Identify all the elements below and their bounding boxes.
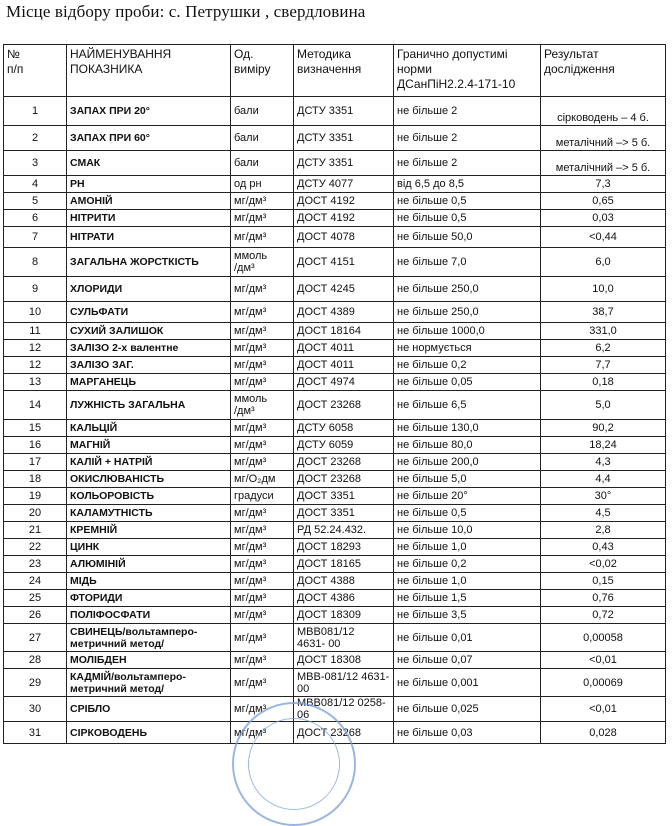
table-row — [4, 652, 666, 669]
table-row — [4, 454, 666, 471]
row-number: 10 — [4, 302, 67, 323]
test-result: 7,7 — [541, 357, 666, 374]
method-standard: ДОСТ 4192 — [294, 193, 394, 210]
test-result: 30° — [541, 488, 666, 505]
norm-limit: не більше 2 — [394, 97, 541, 126]
test-result: 0,00069 — [541, 669, 666, 697]
method-standard: ДОСТ 4389 — [294, 302, 394, 323]
row-number: 21 — [4, 522, 67, 539]
norm-limit: не більше 250,0 — [394, 277, 541, 302]
method-standard: ДОСТ 3351 — [294, 505, 394, 522]
norm-limit: не більше 0,01 — [394, 624, 541, 652]
table-row — [4, 437, 666, 454]
test-result: 0,43 — [541, 539, 666, 556]
indicator-name: МОЛІБДЕН — [67, 652, 231, 669]
table-row — [4, 573, 666, 590]
norm-limit: не більше 0,5 — [394, 505, 541, 522]
table-row — [4, 420, 666, 437]
method-standard: ДОСТ 4011 — [294, 357, 394, 374]
norm-limit: не нормується — [394, 340, 541, 357]
test-result: 2,8 — [541, 522, 666, 539]
test-result: 10,0 — [541, 277, 666, 302]
test-result: 0,028 — [541, 722, 666, 744]
test-result: 0,65 — [541, 193, 666, 210]
unit-of-measure: бали — [231, 151, 294, 176]
norm-limit: не більше 7,0 — [394, 248, 541, 277]
row-number: 22 — [4, 539, 67, 556]
test-result: 38,7 — [541, 302, 666, 323]
unit-of-measure: мг/дм³ — [231, 505, 294, 522]
norm-limit: не більше 0,2 — [394, 357, 541, 374]
norm-limit: не більше 1,0 — [394, 573, 541, 590]
row-number: 7 — [4, 227, 67, 248]
row-number: 29 — [4, 669, 67, 697]
row-number: 25 — [4, 590, 67, 607]
unit-of-measure: мг/дм³ — [231, 454, 294, 471]
norm-limit: не більше 6,5 — [394, 391, 541, 420]
unit-of-measure: бали — [231, 97, 294, 126]
unit-of-measure: мг/O₂дм — [231, 471, 294, 488]
table-row — [4, 151, 666, 176]
unit-of-measure: мг/дм³ — [231, 556, 294, 573]
norm-limit: не більше 20° — [394, 488, 541, 505]
test-result: 5,0 — [541, 391, 666, 420]
method-standard: ДОСТ 23268 — [294, 391, 394, 420]
method-standard: ДОСТ 18164 — [294, 323, 394, 340]
unit-of-measure: мг/дм³ — [231, 624, 294, 652]
table-row — [4, 97, 666, 126]
indicator-name: КАЛІЙ + НАТРІЙ — [67, 454, 231, 471]
table-row — [4, 277, 666, 302]
row-number: 8 — [4, 248, 67, 277]
test-result: 0,00058 — [541, 624, 666, 652]
table-row — [4, 176, 666, 193]
row-number: 5 — [4, 193, 67, 210]
norm-limit: не більше 130,0 — [394, 420, 541, 437]
indicator-name: СУЛЬФАТИ — [67, 302, 231, 323]
indicator-name: ОКИСЛЮВАНІСТЬ — [67, 471, 231, 488]
method-standard: ДОСТ 23268 — [294, 471, 394, 488]
indicator-name: ЦИНК — [67, 539, 231, 556]
col-header-indicator: НАЙМЕНУВАННЯ ПОКАЗНИКА — [67, 45, 231, 97]
method-standard: МВВ081/12 4631- 00 — [294, 624, 394, 652]
method-standard: ДСТУ 3351 — [294, 97, 394, 126]
indicator-name: ФТОРИДИ — [67, 590, 231, 607]
unit-of-measure: мг/дм³ — [231, 652, 294, 669]
test-result: 0,15 — [541, 573, 666, 590]
col-header-norm: Гранично допустимі норми ДСанПіН2.2.4-171-10 — [394, 45, 541, 97]
indicator-name: ЛУЖНІСТЬ ЗАГАЛЬНА — [67, 391, 231, 420]
indicator-name: КРЕМНІЙ — [67, 522, 231, 539]
indicator-name: PH — [67, 176, 231, 193]
norm-limit: не більше 5,0 — [394, 471, 541, 488]
table-row — [4, 357, 666, 374]
norm-limit: не більше 250,0 — [394, 302, 541, 323]
unit-of-measure: мг/дм³ — [231, 539, 294, 556]
test-result: <0,01 — [541, 697, 666, 722]
unit-of-measure: мг/дм³ — [231, 669, 294, 697]
row-number: 19 — [4, 488, 67, 505]
method-standard: ДОСТ 18309 — [294, 607, 394, 624]
row-number: 30 — [4, 697, 67, 722]
sampling-location-heading: Місце відбору проби: с. Петрушки , свердловина — [6, 2, 366, 21]
row-number: 31 — [4, 722, 67, 744]
row-number: 13 — [4, 374, 67, 391]
unit-of-measure: мг/дм³ — [231, 302, 294, 323]
table-row — [4, 340, 666, 357]
unit-of-measure: мг/дм³ — [231, 374, 294, 391]
norm-limit: не більше 1000,0 — [394, 323, 541, 340]
row-number: 14 — [4, 391, 67, 420]
indicator-name: ЗАЛІЗО 2-х валентне — [67, 340, 231, 357]
indicator-name: СВИНЕЦЬ/вольтамперо- метричний метод/ — [67, 624, 231, 652]
norm-limit: не більше 200,0 — [394, 454, 541, 471]
table-row — [4, 323, 666, 340]
test-result: 0,72 — [541, 607, 666, 624]
test-result: <0,01 — [541, 652, 666, 669]
col-header-unit: Од. виміру — [231, 45, 294, 97]
method-standard: ДОСТ 4974 — [294, 374, 394, 391]
water-analysis-table — [3, 44, 666, 744]
method-standard: ДСТУ 3351 — [294, 126, 394, 151]
table-row — [4, 227, 666, 248]
unit-of-measure: мг/дм³ — [231, 573, 294, 590]
unit-of-measure: градуси — [231, 488, 294, 505]
row-number: 2 — [4, 126, 67, 151]
indicator-name: ЗАГАЛЬНА ЖОРСТКІСТЬ — [67, 248, 231, 277]
indicator-name: ЗАЛІЗО ЗАГ. — [67, 357, 231, 374]
indicator-name: МАРГАНЕЦЬ — [67, 374, 231, 391]
indicator-name: КАЛЬЦІЙ — [67, 420, 231, 437]
norm-limit: не більше 0,2 — [394, 556, 541, 573]
test-result: 90,2 — [541, 420, 666, 437]
unit-of-measure: мг/дм³ — [231, 607, 294, 624]
method-standard: ДОСТ 4388 — [294, 573, 394, 590]
method-standard: МВВ081/12 0258- 06 — [294, 697, 394, 722]
table-row — [4, 126, 666, 151]
row-number: 6 — [4, 210, 67, 227]
unit-of-measure: од рн — [231, 176, 294, 193]
unit-of-measure: мг/дм³ — [231, 357, 294, 374]
row-number: 4 — [4, 176, 67, 193]
method-standard: ДОСТ 23268 — [294, 722, 394, 744]
unit-of-measure: мг/дм³ — [231, 323, 294, 340]
norm-limit: від 6,5 до 8,5 — [394, 176, 541, 193]
col-header-number: № п/п — [4, 45, 67, 97]
table-row — [4, 624, 666, 652]
table-row — [4, 590, 666, 607]
unit-of-measure: мг/дм³ — [231, 420, 294, 437]
table-row — [4, 193, 666, 210]
row-number: 24 — [4, 573, 67, 590]
table-row — [4, 391, 666, 420]
norm-limit: не більше 50,0 — [394, 227, 541, 248]
test-result: 6,2 — [541, 340, 666, 357]
test-result: 18,24 — [541, 437, 666, 454]
col-header-result: Результат дослідження — [541, 45, 666, 97]
method-standard: ДОСТ 18165 — [294, 556, 394, 573]
test-result: сірководень – 4 б. — [541, 97, 666, 126]
norm-limit: не більше 3,5 — [394, 607, 541, 624]
indicator-name: АЛЮМІНІЙ — [67, 556, 231, 573]
norm-limit: не більше 0,07 — [394, 652, 541, 669]
unit-of-measure: ммоль /дм³ — [231, 391, 294, 420]
table-row — [4, 302, 666, 323]
test-result: 7,3 — [541, 176, 666, 193]
table-row — [4, 505, 666, 522]
test-result: металічний –> 5 б. — [541, 126, 666, 151]
unit-of-measure: мг/дм³ — [231, 437, 294, 454]
indicator-name: СМАК — [67, 151, 231, 176]
test-result: 0,03 — [541, 210, 666, 227]
test-result: <0,02 — [541, 556, 666, 573]
unit-of-measure: мг/дм³ — [231, 210, 294, 227]
unit-of-measure: мг/дм³ — [231, 522, 294, 539]
row-number: 9 — [4, 277, 67, 302]
test-result: 0,18 — [541, 374, 666, 391]
row-number: 11 — [4, 323, 67, 340]
table-row — [4, 556, 666, 573]
indicator-name: КОЛЬОРОВІСТЬ — [67, 488, 231, 505]
table-row — [4, 669, 666, 697]
norm-limit: не більше 0,5 — [394, 210, 541, 227]
norm-limit: не більше 1,5 — [394, 590, 541, 607]
indicator-name: КАДМІЙ/вольтамперо- метричний метод/ — [67, 669, 231, 697]
norm-limit: не більше 2 — [394, 151, 541, 176]
table-header-row — [4, 45, 666, 97]
unit-of-measure: бали — [231, 126, 294, 151]
indicator-name: МІДЬ — [67, 573, 231, 590]
test-result: 4,5 — [541, 505, 666, 522]
table-row — [4, 210, 666, 227]
row-number: 17 — [4, 454, 67, 471]
row-number: 23 — [4, 556, 67, 573]
unit-of-measure: ммоль /дм³ — [231, 248, 294, 277]
row-number: 27 — [4, 624, 67, 652]
indicator-name: АМОНІЙ — [67, 193, 231, 210]
row-number: 3 — [4, 151, 67, 176]
test-result: 331,0 — [541, 323, 666, 340]
row-number: 18 — [4, 471, 67, 488]
indicator-name: ХЛОРИДИ — [67, 277, 231, 302]
official-stamp — [232, 702, 356, 826]
test-result: 4,4 — [541, 471, 666, 488]
method-standard: ДОСТ 18293 — [294, 539, 394, 556]
norm-limit: не більше 1,0 — [394, 539, 541, 556]
indicator-name: ПОЛІФОСФАТИ — [67, 607, 231, 624]
indicator-name: ЗАПАХ ПРИ 60° — [67, 126, 231, 151]
indicator-name: НІТРАТИ — [67, 227, 231, 248]
norm-limit: не більше 0,05 — [394, 374, 541, 391]
method-standard: ДСТУ 3351 — [294, 151, 394, 176]
table-row — [4, 248, 666, 277]
table-row — [4, 522, 666, 539]
row-number: 26 — [4, 607, 67, 624]
unit-of-measure: мг/дм³ — [231, 340, 294, 357]
unit-of-measure: мг/дм³ — [231, 227, 294, 248]
norm-limit: не більше 0,5 — [394, 193, 541, 210]
method-standard: РД 52.24.432. — [294, 522, 394, 539]
method-standard: ДОСТ 4192 — [294, 210, 394, 227]
method-standard: ДСТУ 4077 — [294, 176, 394, 193]
indicator-name: КАЛАМУТНІСТЬ — [67, 505, 231, 522]
table-row — [4, 539, 666, 556]
row-number: 15 — [4, 420, 67, 437]
table-row — [4, 471, 666, 488]
test-result: 4,3 — [541, 454, 666, 471]
unit-of-measure: мг/дм³ — [231, 697, 294, 722]
method-standard: ДОСТ 4078 — [294, 227, 394, 248]
row-number: 28 — [4, 652, 67, 669]
method-standard: МВВ-081/12 4631- 00 — [294, 669, 394, 697]
method-standard: ДОСТ 4386 — [294, 590, 394, 607]
method-standard: ДСТУ 6059 — [294, 437, 394, 454]
table-row — [4, 488, 666, 505]
method-standard: ДОСТ 3351 — [294, 488, 394, 505]
row-number: 20 — [4, 505, 67, 522]
indicator-name: МАГНІЙ — [67, 437, 231, 454]
test-result: 6,0 — [541, 248, 666, 277]
test-result: <0,44 — [541, 227, 666, 248]
indicator-name: НІТРИТИ — [67, 210, 231, 227]
row-number: 1 — [4, 97, 67, 126]
norm-limit: не більше 0,025 — [394, 697, 541, 722]
col-header-method: Методика визначення — [294, 45, 394, 97]
method-standard: ДОСТ 18308 — [294, 652, 394, 669]
method-standard: ДОСТ 4011 — [294, 340, 394, 357]
test-result: металічний –> 5 б. — [541, 151, 666, 176]
norm-limit: не більше 0,001 — [394, 669, 541, 697]
row-number: 16 — [4, 437, 67, 454]
method-standard: ДОСТ 23268 — [294, 454, 394, 471]
indicator-name: ЗАПАХ ПРИ 20° — [67, 97, 231, 126]
method-standard: ДОСТ 4245 — [294, 277, 394, 302]
unit-of-measure: мг/дм³ — [231, 193, 294, 210]
norm-limit: не більше 10,0 — [394, 522, 541, 539]
row-number: 12 — [4, 357, 67, 374]
unit-of-measure: мг/дм³ — [231, 590, 294, 607]
test-result: 0,76 — [541, 590, 666, 607]
norm-limit: не більше 0,03 — [394, 722, 541, 744]
row-number: 12 — [4, 340, 67, 357]
method-standard: ДСТУ 6058 — [294, 420, 394, 437]
indicator-name: СУХИЙ ЗАЛИШОК — [67, 323, 231, 340]
norm-limit: не більше 2 — [394, 126, 541, 151]
method-standard: ДОСТ 4151 — [294, 248, 394, 277]
indicator-name: СІРКОВОДЕНЬ — [67, 722, 231, 744]
table-row — [4, 374, 666, 391]
norm-limit: не більше 80,0 — [394, 437, 541, 454]
indicator-name: СРІБЛО — [67, 697, 231, 722]
unit-of-measure: мг/дм³ — [231, 722, 294, 744]
table-row — [4, 607, 666, 624]
unit-of-measure: мг/дм³ — [231, 277, 294, 302]
